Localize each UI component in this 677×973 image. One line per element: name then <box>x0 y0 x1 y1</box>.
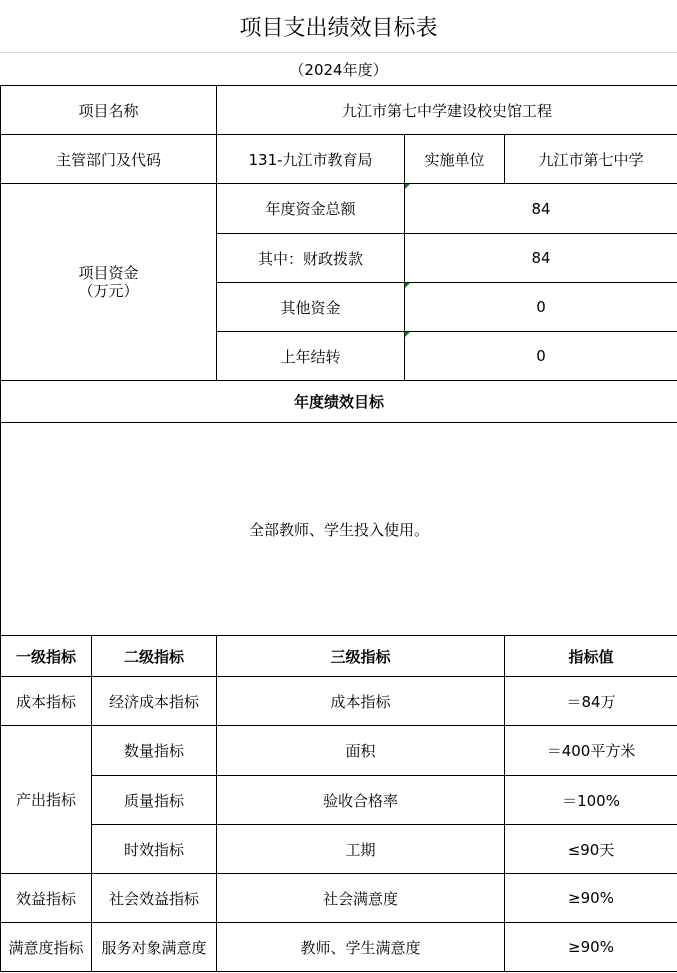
satisfaction-level1: 满意度指标 <box>1 923 92 972</box>
dept-value[interactable]: 131-九江市教育局 <box>217 135 405 184</box>
row-indicator-headers <box>1 636 677 677</box>
satisfaction-level2: 服务对象满意度 <box>92 923 217 972</box>
satisfaction-value[interactable]: ≥90% <box>505 923 677 972</box>
row-department <box>1 135 677 184</box>
output-level3: 验收合格率 <box>217 776 505 825</box>
fund-row-value[interactable]: 0 <box>405 332 677 381</box>
output-level3: 面积 <box>217 726 505 776</box>
fund-row-label: 上年结转 <box>217 332 405 381</box>
row-output-timeliness <box>1 825 677 874</box>
row-fund-total <box>1 184 677 234</box>
fund-label-line2: （万元） <box>78 282 139 300</box>
unit-label: 实施单位 <box>405 135 505 184</box>
benefit-level3: 社会满意度 <box>217 874 505 923</box>
row-output-quantity <box>1 726 677 776</box>
row-cost-indicator <box>1 677 677 726</box>
output-level2: 时效指标 <box>92 825 217 874</box>
fund-row-label: 其中：财政拨款 <box>217 234 405 283</box>
fund-row-value[interactable]: 84 <box>405 234 677 283</box>
project-name-value[interactable]: 九江市第七中学建设校史馆工程 <box>217 86 677 135</box>
dept-label: 主管部门及代码 <box>1 135 217 184</box>
cost-level2: 经济成本指标 <box>92 677 217 726</box>
header-level1: 一级指标 <box>1 636 92 677</box>
sheet-title: 项目支出绩效目标表 <box>0 0 677 53</box>
output-level1: 产出指标 <box>1 726 92 874</box>
goal-text[interactable]: 全部教师、学生投入使用。 <box>1 423 677 636</box>
fund-row-label: 年度资金总额 <box>217 184 405 234</box>
output-value[interactable]: ＝100% <box>505 776 677 825</box>
benefit-level2: 社会效益指标 <box>92 874 217 923</box>
row-goal-text <box>1 423 677 636</box>
output-level2: 数量指标 <box>92 726 217 776</box>
output-level2: 质量指标 <box>92 776 217 825</box>
output-value[interactable]: ≤90天 <box>505 825 677 874</box>
cost-level1: 成本指标 <box>1 677 92 726</box>
fund-row-value[interactable]: 0 <box>405 283 677 332</box>
header-level3: 三级指标 <box>217 636 505 677</box>
benefit-value[interactable]: ≥90% <box>505 874 677 923</box>
row-satisfaction-indicator <box>1 923 677 972</box>
output-value[interactable]: ＝400平方米 <box>505 726 677 776</box>
goal-heading: 年度绩效目标 <box>1 381 677 423</box>
row-project-name <box>1 86 677 135</box>
unit-value[interactable]: 九江市第七中学 <box>505 135 677 184</box>
fund-label-line1: 项目资金 <box>78 264 139 282</box>
cost-level3: 成本指标 <box>217 677 505 726</box>
header-value: 指标值 <box>505 636 677 677</box>
target-table <box>0 85 677 972</box>
satisfaction-level3: 教师、学生满意度 <box>217 923 505 972</box>
project-name-label: 项目名称 <box>1 86 217 135</box>
benefit-level1: 效益指标 <box>1 874 92 923</box>
fund-label <box>1 184 217 381</box>
fund-row-label: 其他资金 <box>217 283 405 332</box>
row-output-quality <box>1 776 677 825</box>
sheet-year: （2024年度） <box>289 60 388 79</box>
output-level3: 工期 <box>217 825 505 874</box>
header-level2: 二级指标 <box>92 636 217 677</box>
cost-value[interactable]: ＝84万 <box>505 677 677 726</box>
row-goal-heading <box>1 381 677 423</box>
row-benefit-indicator <box>1 874 677 923</box>
fund-row-value[interactable]: 84 <box>405 184 677 234</box>
